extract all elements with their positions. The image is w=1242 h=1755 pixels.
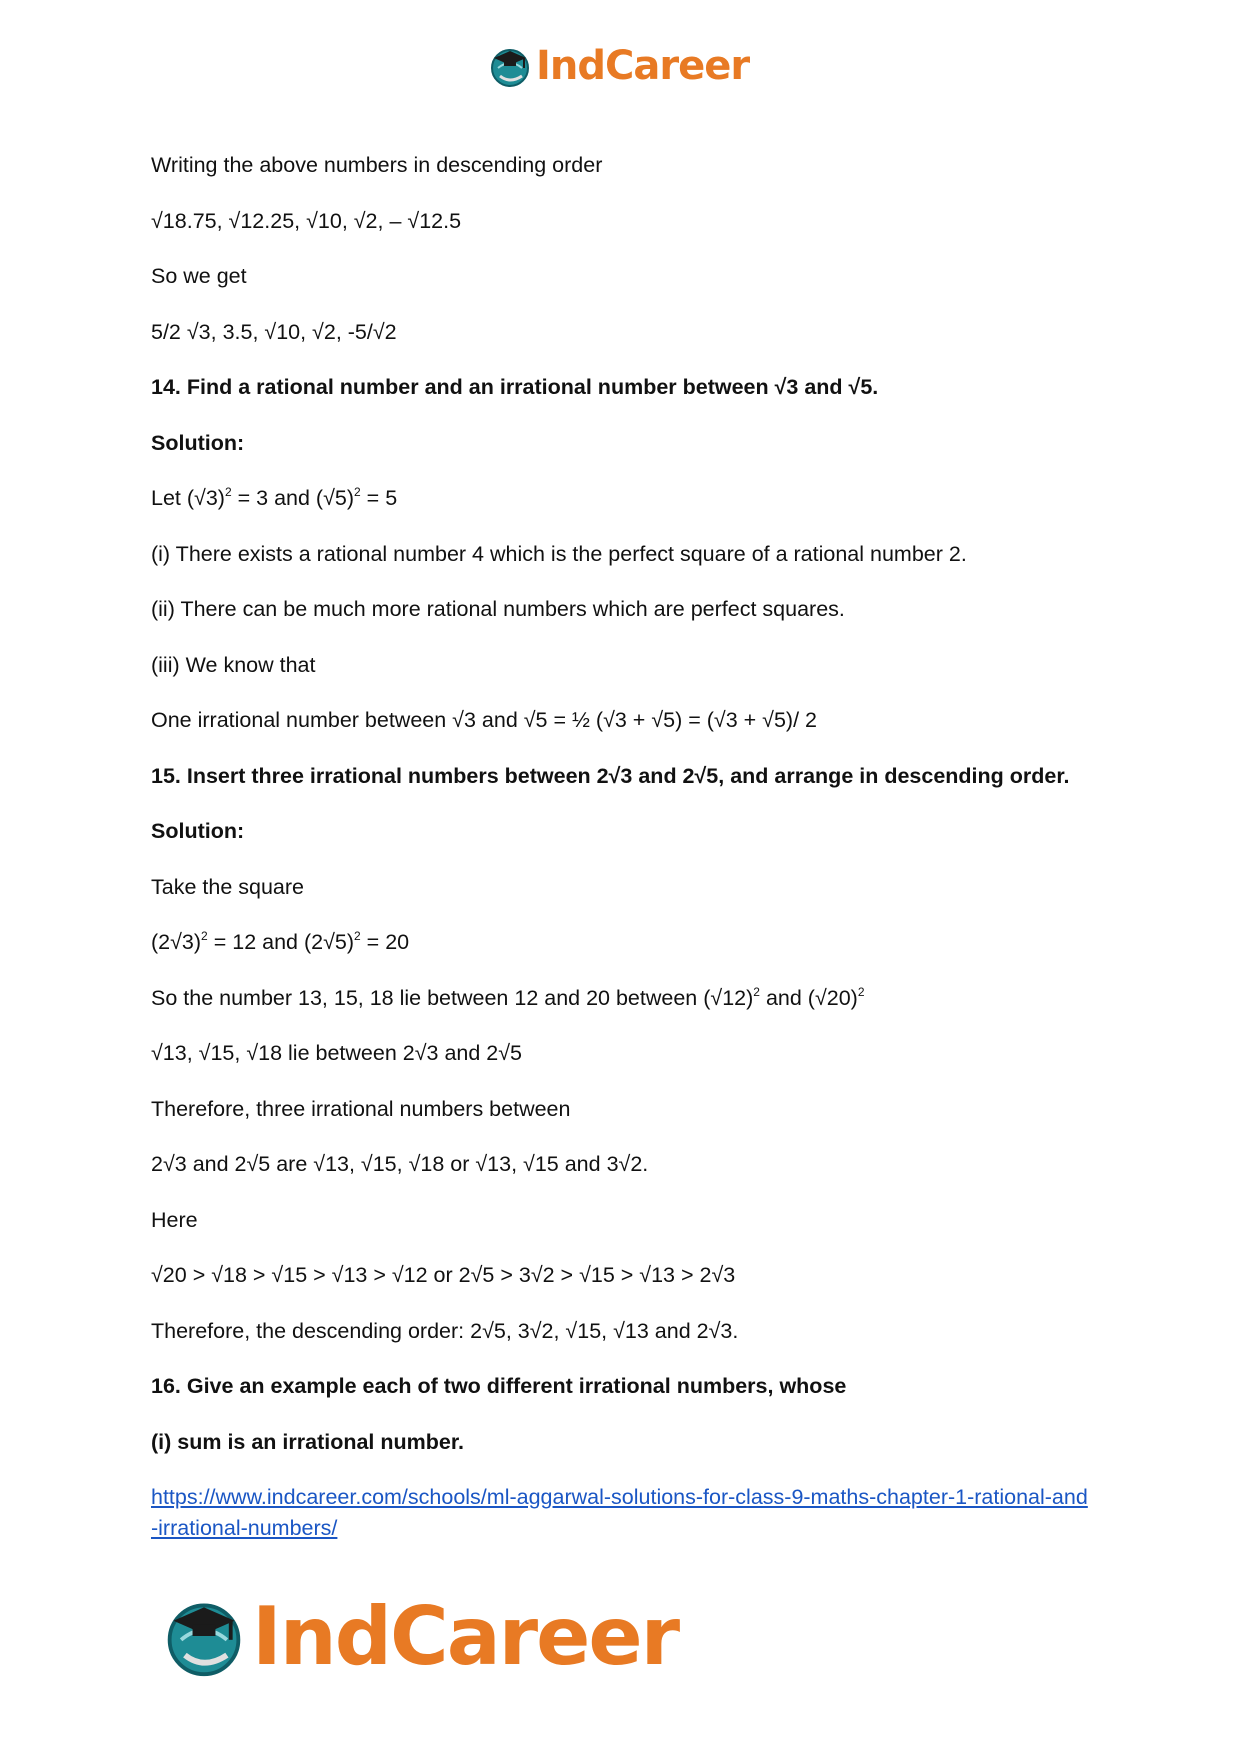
paragraph: (ii) There can be much more rational numbers which are perfect squares. [151, 597, 845, 621]
graduation-globe-icon [488, 44, 532, 88]
paragraph: One irrational number between √3 and √5 = ½ (√3 + √5) = (√3 + √5)/ 2 [151, 708, 817, 732]
header-logo [488, 42, 749, 90]
paragraph: Take the square [151, 874, 304, 899]
footer-logo [162, 1589, 679, 1683]
logo-wordmark: IndCareer [252, 1589, 679, 1683]
logo-wordmark: IndCareer [536, 43, 750, 89]
paragraph: 5/2 √3, 3.5, √10, √2, -5/√2 [151, 319, 397, 344]
paragraph: So we get [151, 264, 247, 288]
paragraph: $(2√3)^2 = 12$ and $(2√5)^2 = 20$ [151, 929, 410, 954]
paragraph: So the number 13, 15, 18 lie between 12 and 20 between $(√12)^2$ and $(√20)^2$ [151, 984, 865, 1010]
question-15: 15. Insert three irrational numbers between 2√3 and 2√5, and arrange in descending order. [151, 763, 1070, 788]
paragraph: Here [151, 1207, 198, 1232]
document-body [151, 150, 1091, 1544]
paragraph: Let $(√3)^2 = 3$ and $(√5)^2 = 5$ [151, 485, 398, 510]
question-16: 16. Give an example each of two different irrational numbers, whose [151, 1374, 847, 1398]
solution-heading: Solution: [151, 430, 245, 455]
paragraph: Therefore, the descending order: 2√5, 3√2, √15, √13 and 2√3. [151, 1318, 739, 1343]
question-16-part-i: (i) sum is an irrational number. [151, 1429, 465, 1454]
solution-heading: Solution: [151, 819, 245, 843]
paragraph: (iii) We know that [151, 652, 316, 677]
paragraph: 2√3 and 2√5 are √13, √15, √18 or √13, √15 and 3√2. [151, 1152, 649, 1176]
question-14: 14. Find a rational number and an irrational number between √3 and √5. [151, 375, 879, 399]
paragraph: Writing the above numbers in descending order [151, 153, 603, 177]
paragraph: √13, √15, √18 lie between 2√3 and 2√5 [151, 1041, 523, 1065]
paragraph: Therefore, three irrational numbers between [151, 1096, 571, 1121]
graduation-globe-icon [162, 1594, 246, 1678]
paragraph: √20 > √18 > √15 > √13 > √12 or 2√5 > 3√2 > √15 > √13 > 2√3 [151, 1263, 736, 1287]
paragraph: √18.75, √12.25, √10, √2, – √12.5 [151, 208, 462, 233]
paragraph: (i) There exists a rational number 4 which is the perfect square of a rational number 2. [151, 541, 967, 566]
source-link[interactable]: https://www.indcareer.com/schools/ml-aggarwal-solutions-for-class-9-maths-chapter-1-rational-and-irrational-numbers/ [151, 1485, 1088, 1540]
